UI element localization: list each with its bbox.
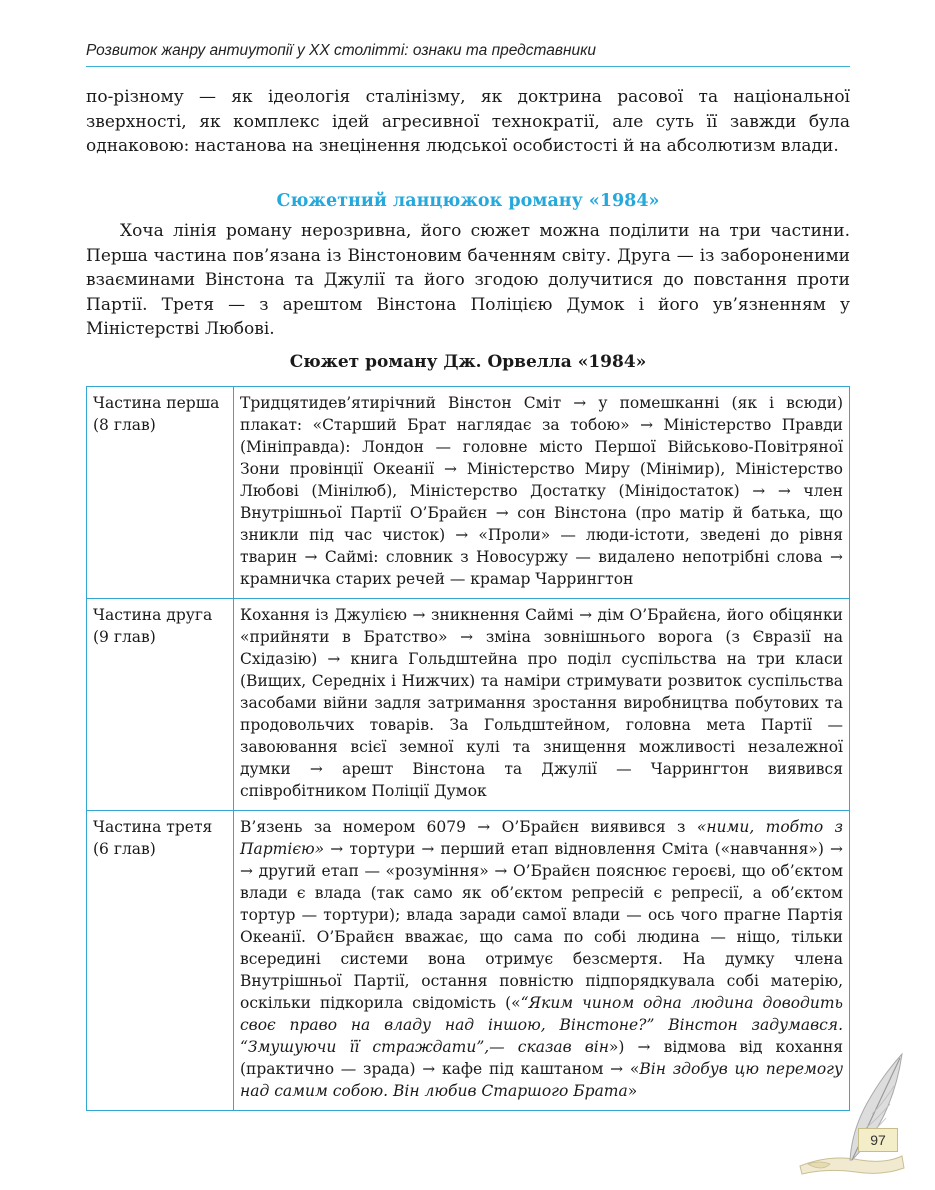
chapter-count: (8 глав) bbox=[93, 416, 156, 434]
plot-text: В’язень за номером 6079 → О’Брайєн виявився з bbox=[240, 818, 697, 836]
plot-quote: Він здобув цю перемогу над самим собою. Він любив Старшого Брата bbox=[240, 1060, 843, 1100]
part-cell bbox=[87, 599, 234, 811]
table-row bbox=[87, 599, 850, 811]
part-label: Частина третя bbox=[93, 818, 213, 836]
plot-cell bbox=[234, 599, 850, 811]
table-row bbox=[87, 811, 850, 1111]
table-title: Сюжет роману Дж. Орвелла «1984» bbox=[289, 352, 647, 372]
intro-paragraph: по-різному — як ідеологія сталінізму, як доктрина расової та національної зверхності, як комплекс ідей агресивної технократії, але суть її завжди була однаковою: настанова на знецінення людської особистості й на абсолютизм влади. bbox=[86, 87, 850, 156]
part-cell bbox=[87, 811, 234, 1111]
chapter-count: (6 глав) bbox=[93, 840, 156, 858]
plot-text: » bbox=[627, 1082, 638, 1100]
quill-scroll-icon bbox=[790, 1048, 910, 1178]
plot-quote: «ними, тобто з Партією» bbox=[240, 818, 843, 858]
plot-text: Кохання із Джулією → зникнення Саймі → дім О’Брайєна, його обіцянки «прийняти в Братство» → зміна зовнішнього ворога (з Євразії на Східазію) → книга Гольдштейна про поділ суспільства на три класи (Вищих, Середніх і Нижчих) та наміри стримувати розвиток суспільства засобами війни задля затримання зростання виробництва побутових та продовольчих товарів. За Гольдштейном, головна мета Партії — завоювання всієї земної кулі та знищення можливості незалежної думки → арешт Вінстона та Джулії — Чаррингтон виявився співробітником Поліції Думок bbox=[240, 606, 843, 800]
part-label: Частина перша bbox=[93, 394, 220, 412]
part-label: Частина друга bbox=[93, 606, 213, 624]
running-title: Розвиток жанру антиутопії у ХХ столітті: ознаки та представники bbox=[86, 42, 850, 67]
plot-text: ») → відмова від кохання (практично — зрада) → кафе під каштаном → « bbox=[240, 1038, 843, 1078]
plot-table bbox=[86, 386, 850, 1111]
table-row bbox=[87, 387, 850, 599]
section-heading: Сюжетний ланцюжок роману «1984» bbox=[276, 191, 660, 211]
page-number: 97 bbox=[858, 1128, 898, 1152]
plot-cell bbox=[234, 811, 850, 1111]
section-paragraph: Хоча лінія роману нерозривна, його сюжет можна поділити на три частини. Перша частина пов’язана із Вінстоновим баченням світу. Друга — із забороненими взаєминами Вінстона та Джулії та його згодою долучитися до повстання проти Партії. Третя — з арештом Вінстона Поліцією Думок і його ув’язненням у Міністерстві Любові. bbox=[86, 221, 850, 339]
part-cell bbox=[87, 387, 234, 599]
plot-text: → тортури → перший етап відновлення Сміта («навчання») → → другий етап — «розуміння» → О’Брайєн пояснює героєві, що об’єктом влади є влада (так само як об’єктом репресій є репресії, а об’єктом тортур — тортури); влада заради самої влади — ось чого прагне Партія Океанії. О’Брайєн вважає, що сама по собі людина — ніщо, тільки всередині системи вона отримує безсмертя. На думку члена Внутрішньої Партії, остання повністю підпорядкувала собі матерію, оскільки підкорила свідомість (« bbox=[240, 840, 843, 1012]
plot-text: Тридцятидев’ятирічний Вінстон Сміт → у помешканні (як і всюди) плакат: «Старший Брат наглядає за тобою» → Міністерство Правди (Мініправда): Лондон — головне місто Першої Військово-Повітряної Зони провінції Океанії → Міністерство Миру (Мінімир), Міністерство Любові (Мінілюб), Міністерство Достатку (Мінідостаток) → → член Внутрішньої Партії О’Брайєн → сон Вінстона (про матір й батька, що зникли під час чисток) → «Проли» — люди-істоти, зведені до рівня тварин → Саймі: словник з Новосуржу — видалено непотрібні слова → крамничка старих речей — крамар Чаррингтон bbox=[240, 394, 843, 588]
plot-quote: “Яким чином одна людина доводить своє право на владу над іншою, Вінстоне?” Вінстон задумався. “Змушуючи її страждати”,— сказав він bbox=[240, 994, 843, 1056]
plot-cell bbox=[234, 387, 850, 599]
chapter-count: (9 глав) bbox=[93, 628, 156, 646]
